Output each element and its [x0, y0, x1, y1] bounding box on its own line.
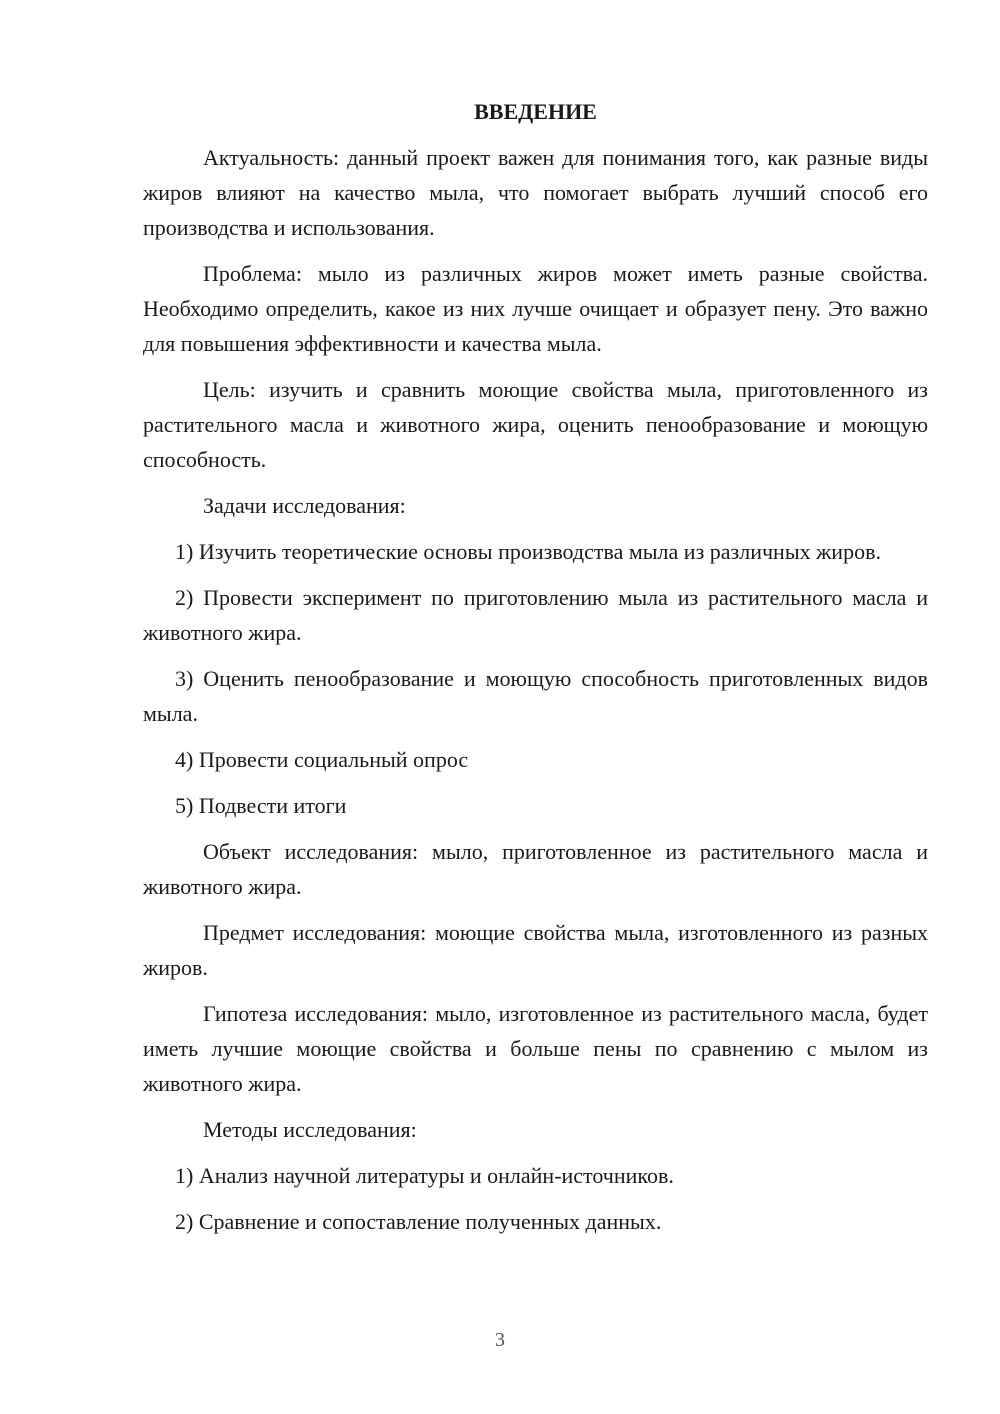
- task-item: 5) Подвести итоги: [175, 793, 347, 818]
- method-item: 1) Анализ научной литературы и онлайн-источников.: [175, 1163, 674, 1188]
- hypothesis-paragraph: Гипотеза исследования: мыло, изготовленное из растительного масла, будет иметь лучшие моющие свойства и больше пены по сравнению с мылом из животного жира.: [143, 1001, 928, 1096]
- task-item: 1) Изучить теоретические основы производства мыла из различных жиров.: [175, 539, 881, 564]
- object-paragraph: Объект исследования: мыло, приготовленное из растительного масла и животного жира.: [143, 839, 928, 899]
- problem-paragraph: Проблема: мыло из различных жиров может иметь разные свойства. Необходимо определить, какое из них лучше очищает и образует пену. Это важно для повышения эффективности и качества мыла.: [143, 261, 928, 356]
- page-content: [143, 94, 928, 1250]
- task-item: 3) Оценить пенообразование и моющую способность приготовленных видов мыла.: [143, 666, 928, 726]
- task-item: 2) Провести эксперимент по приготовлению мыла из растительного масла и животного жира.: [143, 585, 928, 645]
- page-number: 3: [495, 1329, 505, 1351]
- method-item: 2) Сравнение и сопоставление полученных данных.: [175, 1209, 662, 1234]
- subject-paragraph: Предмет исследования: моющие свойства мыла, изготовленного из разных жиров.: [143, 920, 928, 980]
- task-item: 4) Провести социальный опрос: [175, 747, 469, 772]
- goal-paragraph: Цель: изучить и сравнить моющие свойства мыла, приготовленного из растительного масла и животного жира, оценить пенообразование и моющую способность.: [143, 377, 928, 472]
- tasks-title: Задачи исследования:: [203, 493, 406, 518]
- methods-title: Методы исследования:: [203, 1117, 417, 1142]
- section-heading: ВВЕДЕНИЕ: [474, 99, 597, 124]
- relevance-paragraph: Актуальность: данный проект важен для понимания того, как разные виды жиров влияют на качество мыла, что помогает выбрать лучший способ его производства и использования.: [143, 145, 928, 240]
